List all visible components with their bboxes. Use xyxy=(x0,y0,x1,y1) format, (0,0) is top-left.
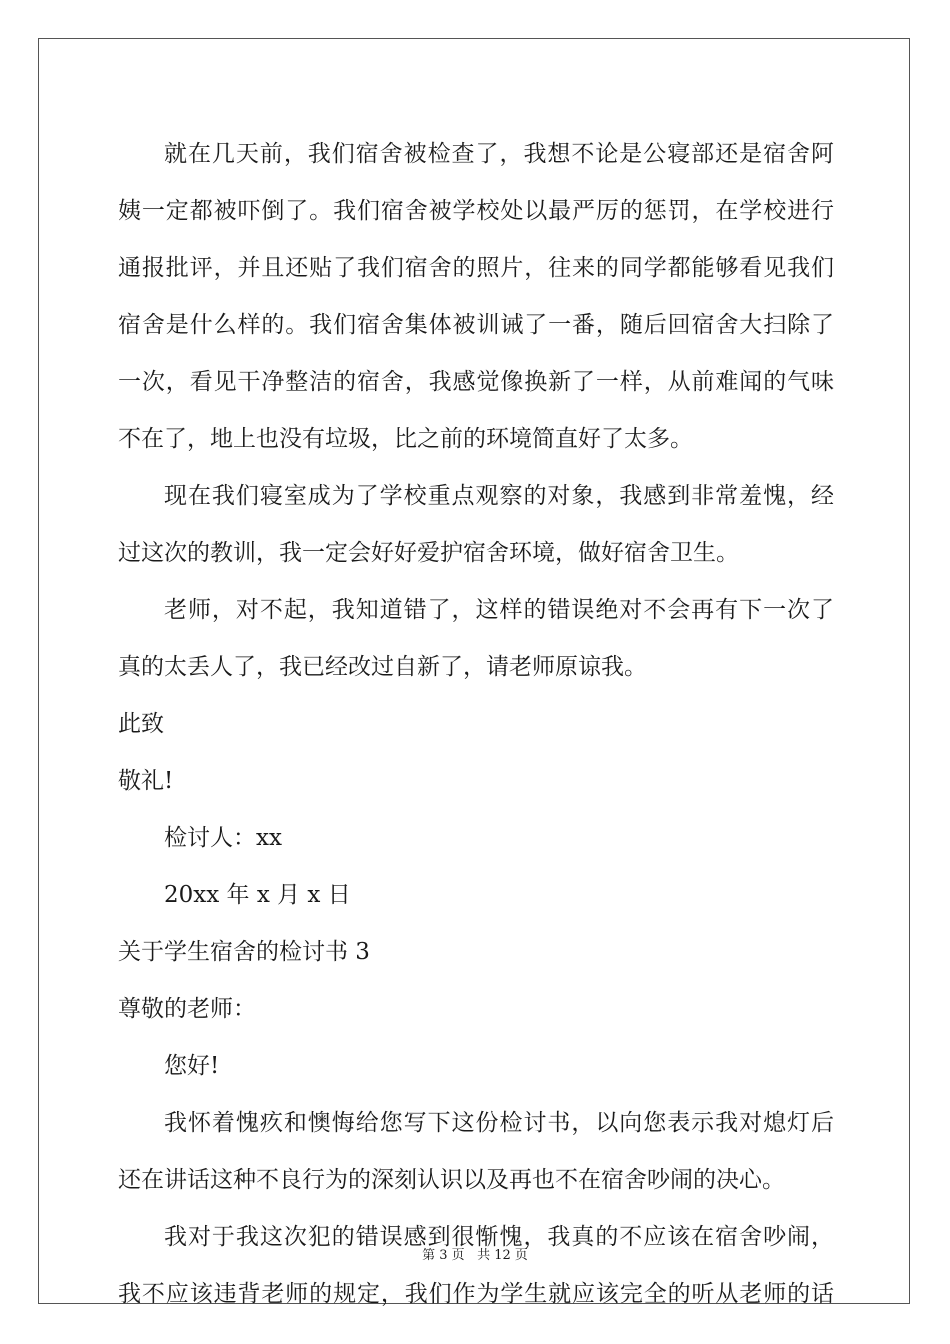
text-line: 此致 xyxy=(118,711,164,737)
page-footer xyxy=(0,1246,950,1266)
text-line: 就在几天前，我们宿舍被检查了，我想不论是公寝部还是宿舍阿 xyxy=(164,141,834,167)
text-line: 过这次的教训，我一定会好好爱护宿舍环境，做好宿舍卫生。 xyxy=(118,540,739,566)
text-line: 您好! xyxy=(164,1053,220,1079)
text-line: 还在讲话这种不良行为的深刻认识以及再也不在宿舍吵闹的决心。 xyxy=(118,1167,785,1193)
text-line: 尊敬的老师： xyxy=(118,996,256,1022)
text-line: 敬礼! xyxy=(118,768,174,794)
text-line: 老师，对不起，我知道错了，这样的错误绝对不会再有下一次了 xyxy=(164,597,834,623)
document-body xyxy=(118,126,834,1323)
text-line: 宿舍是什么样的。我们宿舍集体被训诫了一番，随后回宿舍大扫除了 xyxy=(118,312,834,338)
page-number-current: 第 3 页 xyxy=(422,1248,465,1263)
text-line: 我不应该违背老师的规定，我们作为学生就应该完全的听从老师的话 xyxy=(118,1281,834,1307)
text-line: 我怀着愧疚和懊悔给您写下这份检讨书，以向您表示我对熄灯后 xyxy=(164,1110,834,1136)
text-line: 不在了，地上也没有垃圾，比之前的环境简直好了太多。 xyxy=(118,426,693,452)
text-line: 一次，看见干净整洁的宿舍，我感觉像换新了一样，从前难闻的气味 xyxy=(118,369,834,395)
text-line: 20xx 年 x 月 x 日 xyxy=(164,882,351,908)
text-line: 我对于我这次犯的错误感到很惭愧，我真的不应该在宿舍吵闹， xyxy=(164,1224,834,1250)
page-number-total: 共 12 页 xyxy=(477,1248,528,1263)
text-line: 检讨人：xx xyxy=(164,825,282,851)
text-line: 通报批评，并且还贴了我们宿舍的照片，往来的同学都能够看见我们 xyxy=(118,255,834,281)
text-line: 关于学生宿舍的检讨书 3 xyxy=(118,939,370,965)
text-line: 姨一定都被吓倒了。我们宿舍被学校处以最严厉的惩罚，在学校进行 xyxy=(118,198,834,224)
text-line: 真的太丢人了，我已经改过自新了，请老师原谅我。 xyxy=(118,654,647,680)
text-line: 现在我们寝室成为了学校重点观察的对象，我感到非常羞愧，经 xyxy=(164,483,834,509)
